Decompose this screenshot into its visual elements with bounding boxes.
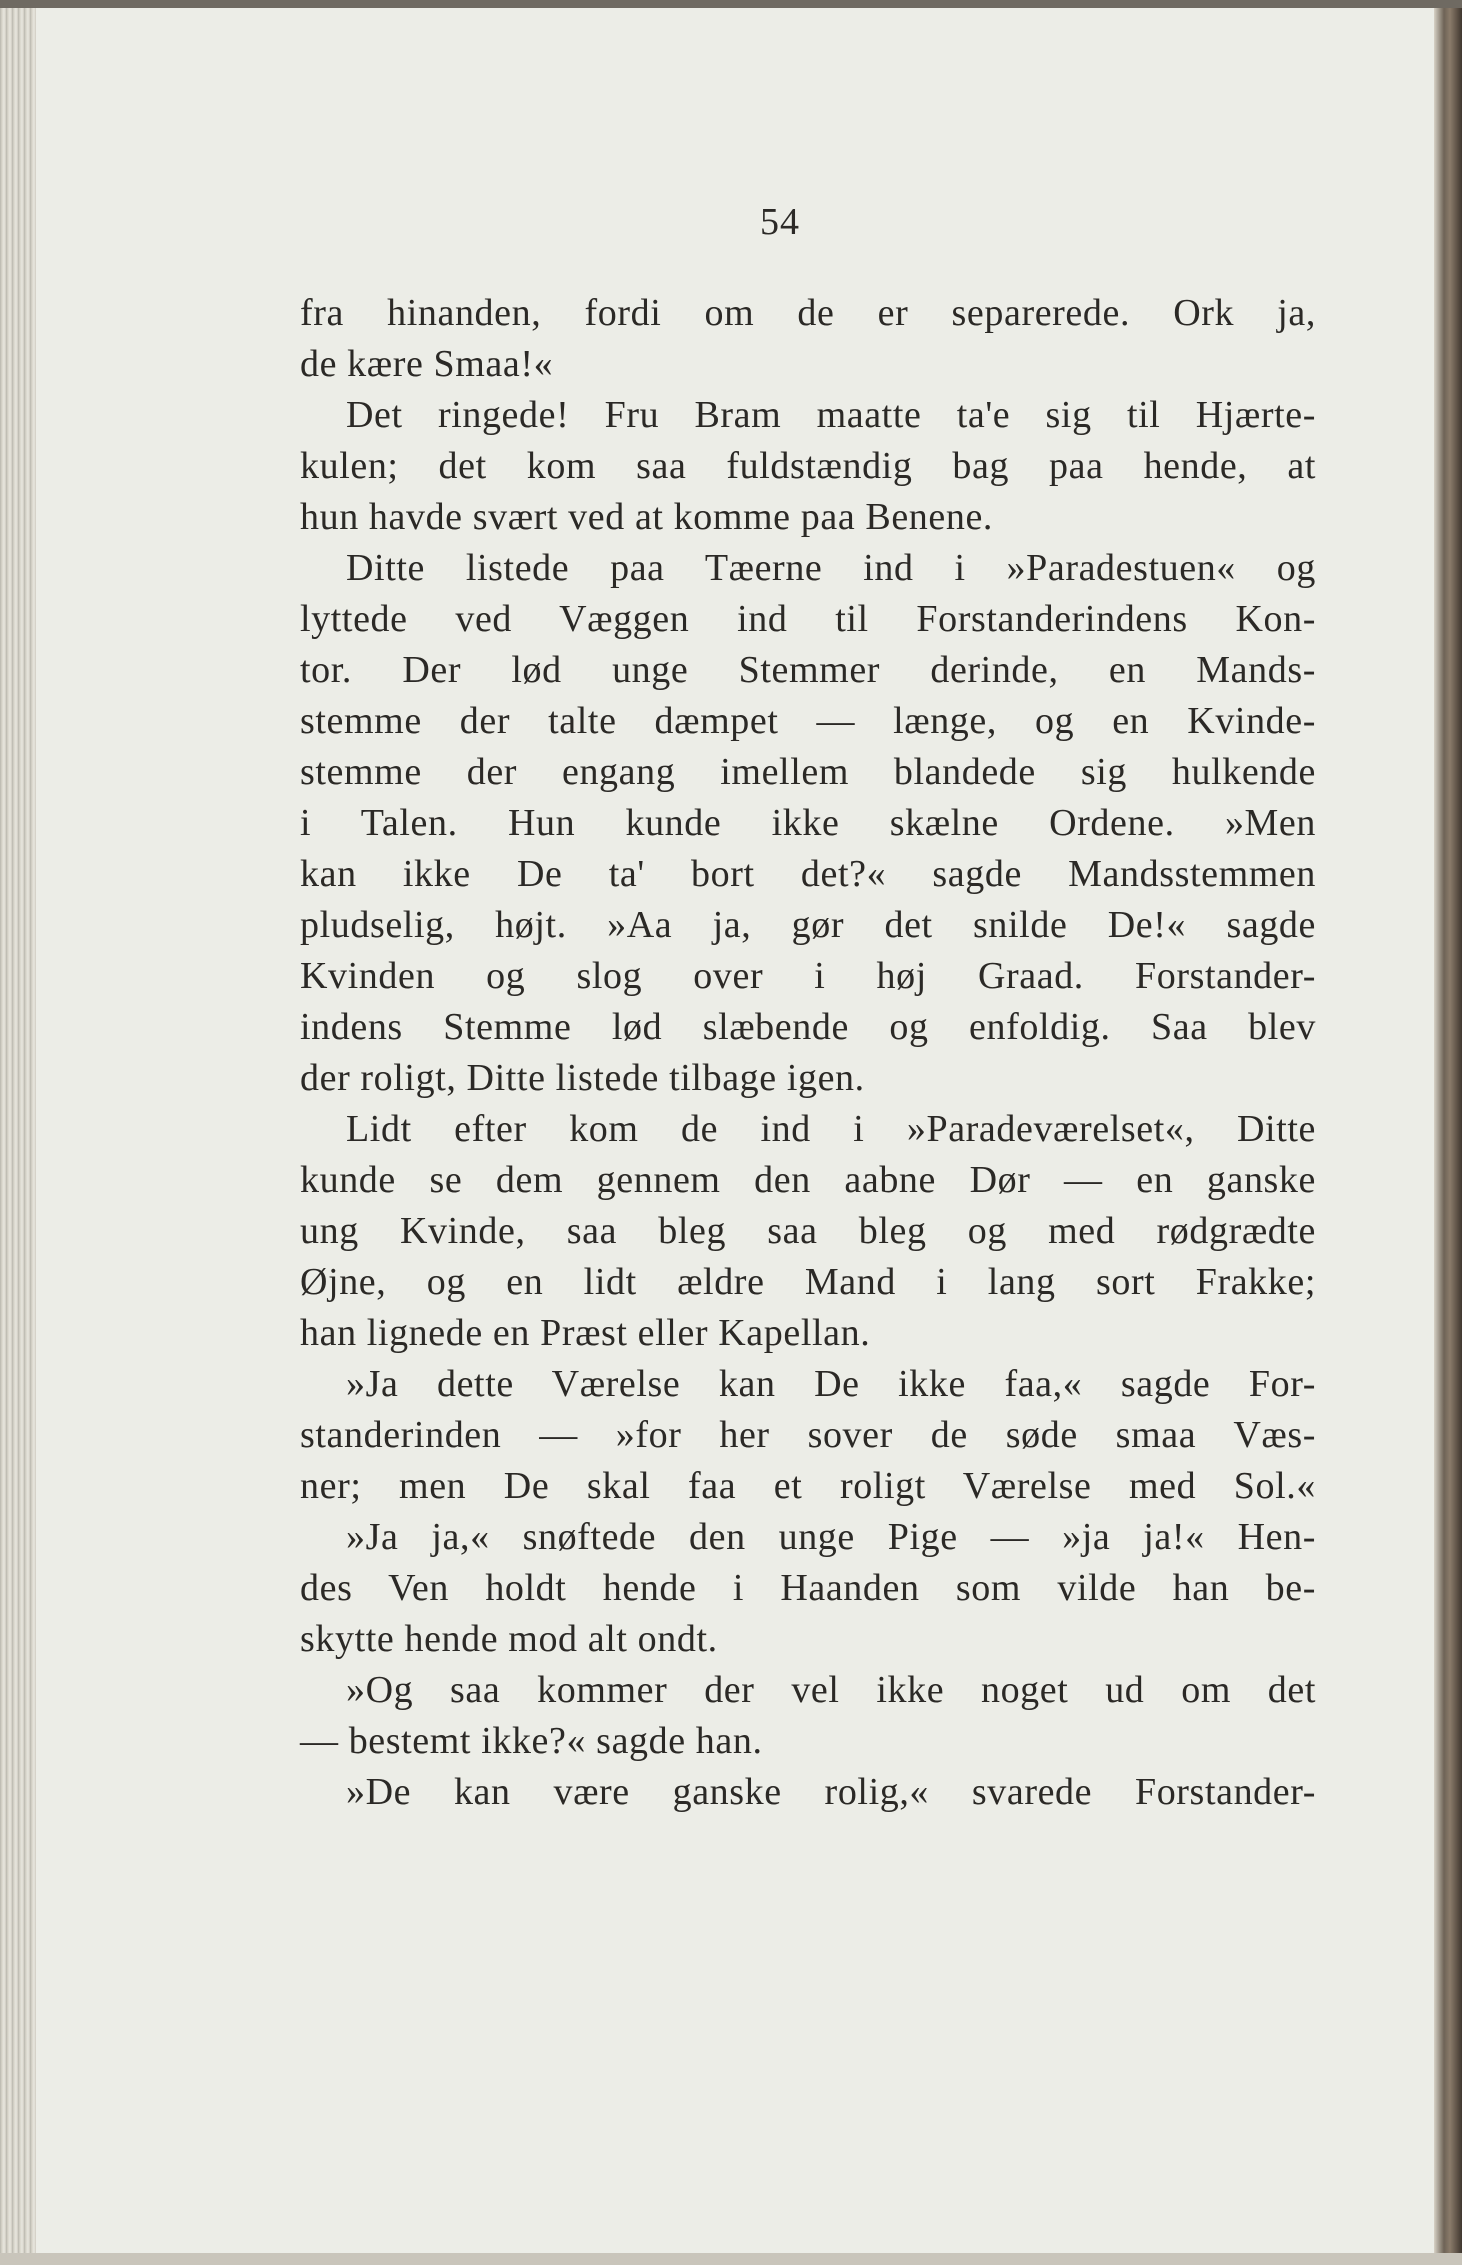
text-line: Lidt efter kom de ind i »Paradeværelset«, Ditte — [346, 1108, 1316, 1150]
text-line: der roligt, Ditte listede tilbage igen. — [300, 1057, 865, 1099]
text-line: indens Stemme lød slæbende og enfoldig. Saa blev — [300, 1006, 1316, 1048]
text-line: Det ringede! Fru Bram maatte ta'e sig til Hjærte- — [346, 394, 1316, 436]
text-line: ung Kvinde, saa bleg saa bleg og med rødgrædte — [300, 1210, 1316, 1252]
text-line: hun havde svært ved at komme paa Benene. — [300, 496, 994, 538]
text-line: »Og saa kommer der vel ikke noget ud om det — [346, 1669, 1316, 1711]
book-cover-edge-right — [1434, 0, 1462, 2265]
text-line: Ditte listede paa Tæerne ind i »Paradestuen« og — [346, 547, 1316, 589]
text-line: »Ja ja,« snøftede den unge Pige — »ja ja!« Hen- — [346, 1516, 1316, 1558]
text-line: pludselig, højt. »Aa ja, gør det snilde De!« sagde — [300, 904, 1316, 946]
text-line: fra hinanden, fordi om de er separerede. Ork ja, — [300, 292, 1316, 334]
text-line: »Ja dette Værelse kan De ikke faa,« sagde For- — [346, 1363, 1316, 1405]
text-line: stemme der engang imellem blandede sig hulkende — [300, 751, 1316, 793]
page-number: 54 — [760, 201, 800, 243]
text-line: »De kan være ganske rolig,« svarede Forstander- — [346, 1771, 1316, 1813]
text-line: tor. Der lød unge Stemmer derinde, en Mands- — [300, 649, 1316, 691]
text-line: stemme der talte dæmpet — længe, og en Kvinde- — [300, 700, 1316, 742]
text-line: des Ven holdt hende i Haanden som vilde han be- — [300, 1567, 1316, 1609]
text-line: Øjne, og en lidt ældre Mand i lang sort Frakke; — [300, 1261, 1316, 1303]
text-line: standerinden — »for her sover de søde smaa Væs- — [300, 1414, 1316, 1456]
book-page-edges-left — [0, 0, 36, 2265]
text-line: i Talen. Hun kunde ikke skælne Ordene. »Men — [300, 802, 1316, 844]
text-line: kan ikke De ta' bort det?« sagde Mandsstemmen — [300, 853, 1316, 895]
text-line: Kvinden og slog over i høj Graad. Forstander- — [300, 955, 1316, 997]
text-line: kunde se dem gennem den aabne Dør — en ganske — [300, 1159, 1316, 1201]
text-line: — bestemt ikke?« sagde han. — [300, 1720, 763, 1762]
text-line: ner; men De skal faa et roligt Værelse med Sol.« — [300, 1465, 1316, 1507]
text-line: skytte hende mod alt ondt. — [300, 1618, 718, 1660]
text-line: kulen; det kom saa fuldstændig bag paa hende, at — [300, 445, 1316, 487]
text-line: lyttede ved Væggen ind til Forstanderindens Kon- — [300, 598, 1316, 640]
text-line: han lignede en Præst eller Kapellan. — [300, 1312, 871, 1354]
book-edge-bottom — [0, 2253, 1462, 2265]
book-edge-top — [0, 0, 1462, 8]
body-text — [300, 288, 1316, 1818]
text-line: de kære Smaa!« — [300, 343, 554, 385]
